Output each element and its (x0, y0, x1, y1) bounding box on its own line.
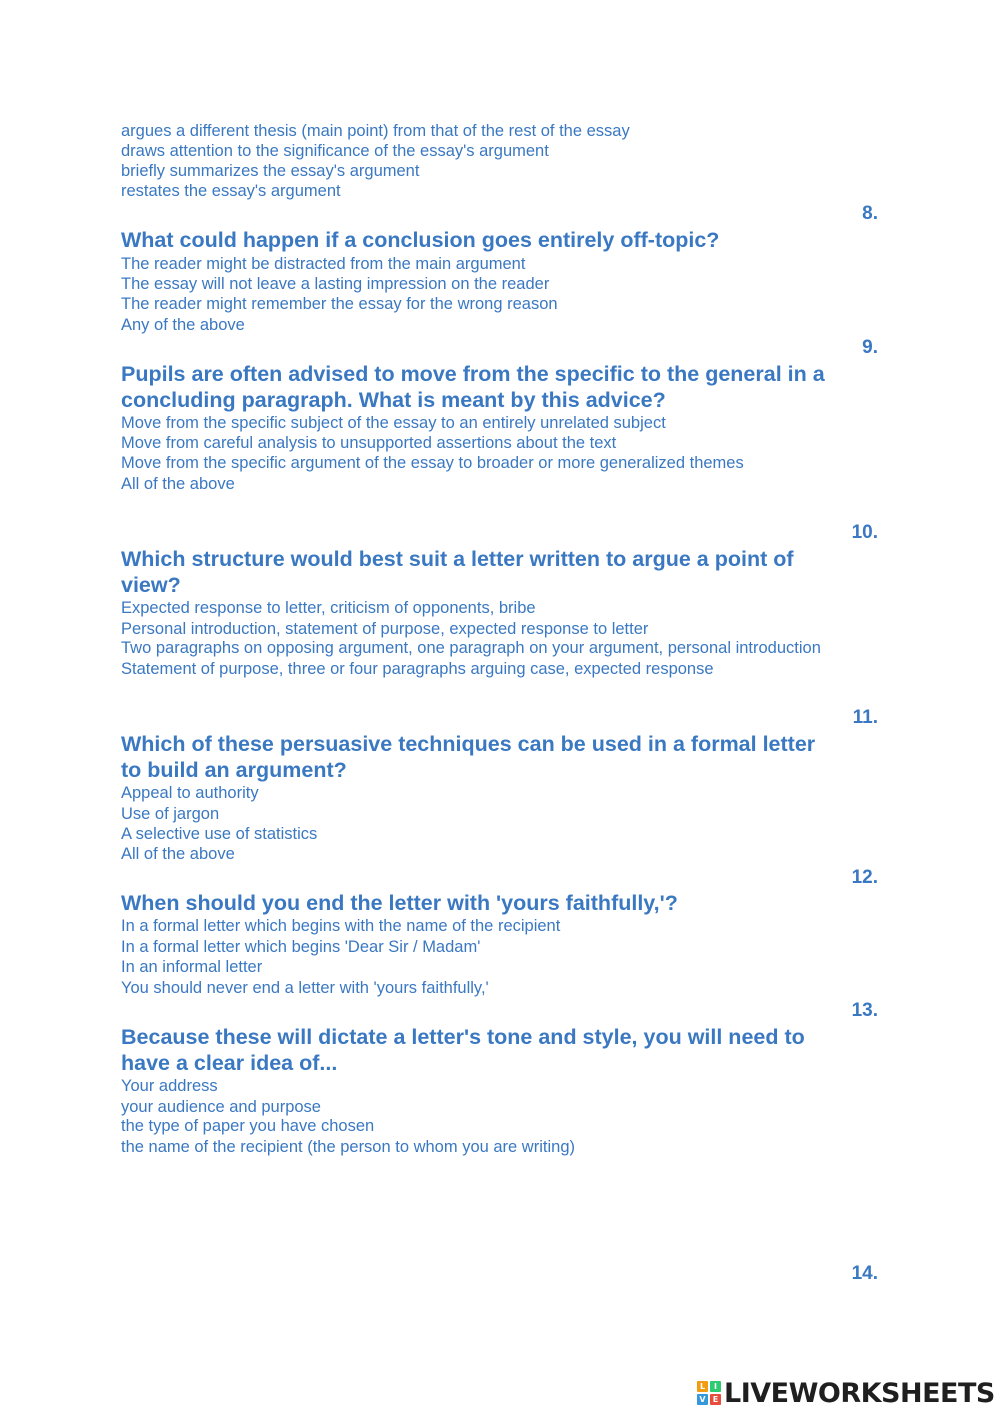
question-text: Which structure would best suit a letter written to argue a point of (121, 547, 794, 571)
question-text: concluding paragraph. What is meant by this advice? (121, 388, 666, 412)
option-text: In a formal letter which begins with the name of the recipient (121, 917, 561, 935)
option-text: The essay will not leave a lasting impression on the reader (121, 275, 550, 293)
question-number: 12. (851, 867, 878, 888)
question-text: to build an argument? (121, 758, 347, 782)
option-text: All of the above (121, 845, 235, 863)
option-text: In an informal letter (121, 958, 263, 976)
option-text: All of the above (121, 475, 235, 493)
logo-grid-icon (697, 1381, 721, 1405)
brand-name: LIVEWORKSHEETS (724, 1377, 995, 1409)
option-text: Two paragraphs on opposing argument, one paragraph on your argument, personal introduction (121, 639, 821, 657)
question-text: have a clear idea of... (121, 1051, 338, 1075)
option-text: restates the essay's argument (121, 182, 341, 200)
logo-letter-tile: I (710, 1381, 721, 1392)
question-text: When should you end the letter with 'yours faithfully,'? (121, 891, 678, 915)
question-number: 9. (862, 337, 878, 358)
question-text: Because these will dictate a letter's tone and style, you will need to (121, 1025, 805, 1049)
option-text: A selective use of statistics (121, 825, 318, 843)
option-text: Move from careful analysis to unsupported assertions about the text (121, 434, 617, 452)
option-text: Move from the specific subject of the essay to an entirely unrelated subject (121, 414, 666, 432)
question-text: What could happen if a conclusion goes entirely off-topic? (121, 228, 720, 252)
question-number: 10. (851, 522, 878, 543)
logo-letter-tile: E (710, 1394, 721, 1405)
option-text: argues a different thesis (main point) from that of the rest of the essay (121, 122, 630, 140)
option-text: Your address (121, 1077, 218, 1095)
option-text: briefly summarizes the essay's argument (121, 162, 420, 180)
option-text: Expected response to letter, criticism of opponents, bribe (121, 599, 536, 617)
option-text: Statement of purpose, three or four paragraphs arguing case, expected response (121, 660, 714, 678)
option-text: Personal introduction, statement of purpose, expected response to letter (121, 620, 649, 638)
option-text: draws attention to the significance of the essay's argument (121, 142, 549, 160)
option-text: The reader might remember the essay for the wrong reason (121, 295, 558, 313)
option-text: your audience and purpose (121, 1098, 321, 1116)
option-text: Use of jargon (121, 805, 220, 823)
question-number: 14. (851, 1263, 878, 1284)
option-text: the type of paper you have chosen (121, 1117, 375, 1135)
option-text: the name of the recipient (the person to whom you are writing) (121, 1138, 575, 1156)
option-text: In a formal letter which begins 'Dear Sir / Madam' (121, 938, 481, 956)
option-text: Any of the above (121, 316, 245, 334)
option-text: You should never end a letter with 'yours faithfully,' (121, 979, 489, 997)
logo-letter-tile: V (697, 1394, 708, 1405)
liveworksheets-logo (697, 1378, 995, 1408)
option-text: The reader might be distracted from the main argument (121, 255, 526, 273)
question-text: Which of these persuasive techniques can be used in a formal letter (121, 732, 816, 756)
question-number: 13. (851, 1000, 878, 1021)
question-number: 8. (862, 203, 878, 224)
question-text: Pupils are often advised to move from the specific to the general in a (121, 362, 825, 386)
option-text: Appeal to authority (121, 784, 259, 802)
question-number: 11. (852, 707, 878, 728)
logo-letter-tile: L (697, 1381, 708, 1392)
option-text: Move from the specific argument of the essay to broader or more generalized themes (121, 454, 744, 472)
question-text: view? (121, 573, 181, 597)
